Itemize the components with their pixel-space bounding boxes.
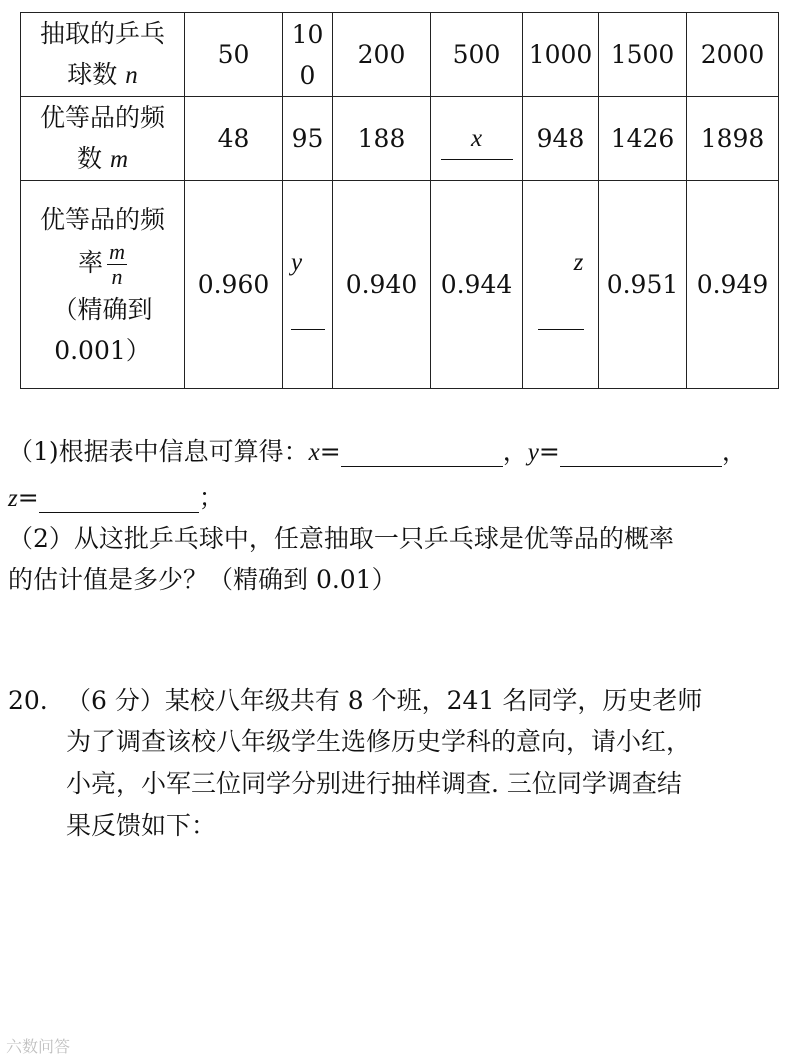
- row-header: [21, 13, 185, 97]
- question-20-line1: [8, 681, 702, 717]
- table-cell: [523, 181, 599, 389]
- comma: ，: [502, 437, 528, 466]
- table-row: [21, 13, 779, 97]
- cell-text: 球数: [67, 60, 118, 89]
- data-table: [20, 12, 779, 389]
- table-cell: 188: [333, 97, 431, 181]
- fraction-numerator: m: [109, 238, 125, 264]
- fraction: [107, 240, 127, 289]
- cell-text: 率: [78, 247, 104, 277]
- table-cell: 1000: [523, 13, 599, 97]
- question-text: （6 分）某校八年级共有 8 个班，241 名同学，历史老师: [66, 686, 703, 715]
- question-20-line4: 果反馈如下：: [66, 811, 217, 840]
- cell-text: 0: [299, 60, 316, 90]
- question-1-line2: [8, 478, 224, 514]
- question-20-line2: 为了调查该校八年级学生选修历史学科的意向，请小红，: [66, 727, 692, 756]
- cell-text: 抽取的乒乓: [39, 19, 165, 48]
- table-cell: 500: [431, 13, 523, 97]
- equals: =: [17, 483, 39, 512]
- question-number: 20.: [8, 686, 48, 715]
- table-row: [21, 181, 779, 389]
- question-2-line1: （2）从这批乒乓球中，任意抽取一只乒乓球是优等品的概率: [8, 524, 674, 553]
- table-cell: 0.949: [687, 181, 779, 389]
- question-20-line3: 小亮，小军三位同学分别进行抽样调查. 三位同学调查结: [66, 769, 682, 798]
- table-cell: 948: [523, 97, 599, 181]
- cell-text: 优等品的频: [39, 103, 165, 132]
- answer-blank-y: [560, 437, 722, 467]
- table-cell: 2000: [687, 13, 779, 97]
- table-cell: 1500: [599, 13, 687, 97]
- var-y: y: [291, 248, 303, 276]
- table-cell: 0.940: [333, 181, 431, 389]
- var-z: z: [8, 485, 18, 512]
- var-y: y: [527, 439, 539, 466]
- table-cell: 0.960: [185, 181, 283, 389]
- table-cell: [431, 97, 523, 181]
- cell-text: 0.001）: [54, 335, 151, 365]
- var-z: z: [573, 248, 584, 276]
- answer-blank-z: [39, 483, 199, 513]
- question-1-line1: [8, 432, 747, 468]
- comma: ，: [721, 437, 747, 466]
- table-cell: 1426: [599, 97, 687, 181]
- blank-line: [538, 285, 584, 330]
- equals: =: [538, 437, 560, 466]
- cell-text: 数: [76, 144, 102, 173]
- q1-prefix: （1)根据表中信息可算得：: [8, 437, 309, 466]
- question-2-line2: 的估计值是多少？（精确到 0.01）: [8, 565, 397, 594]
- cell-text: 10: [291, 19, 324, 49]
- fraction-denominator: n: [111, 263, 123, 289]
- watermark-logo: 六数问答: [6, 1037, 71, 1056]
- equals: =: [319, 437, 341, 466]
- table-cell: [283, 13, 333, 97]
- semicolon: ；: [198, 483, 224, 512]
- blank-line: [291, 285, 325, 330]
- row-header: [21, 181, 185, 389]
- table-cell: 48: [185, 97, 283, 181]
- table-cell: 0.951: [599, 181, 687, 389]
- table-cell: 0.944: [431, 181, 523, 389]
- table-cell: 95: [283, 97, 333, 181]
- table-row: [21, 97, 779, 181]
- variable: m: [109, 146, 129, 173]
- cell-text: （精确到: [52, 294, 153, 324]
- row-header: [21, 97, 185, 181]
- variable: n: [125, 62, 138, 89]
- blank-x: x: [441, 118, 513, 160]
- var-x: x: [308, 439, 320, 466]
- table-cell: [283, 181, 333, 389]
- answer-blank-x: [341, 437, 503, 467]
- table-cell: 50: [185, 13, 283, 97]
- table-cell: 1898: [687, 97, 779, 181]
- table-cell: 200: [333, 13, 431, 97]
- cell-text: 优等品的频: [39, 204, 165, 234]
